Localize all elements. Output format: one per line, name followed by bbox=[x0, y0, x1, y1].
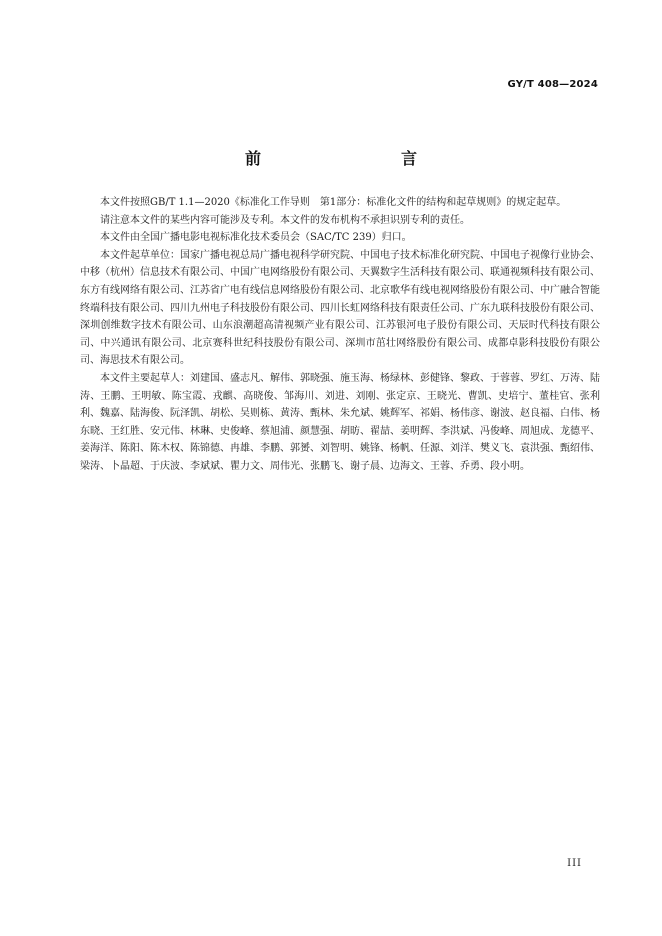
page-number: III bbox=[567, 858, 582, 869]
foreword-body bbox=[80, 194, 600, 476]
standard-code: GY/T 408—2024 bbox=[507, 79, 598, 90]
paragraph-committee: 本文件由全国广播电影电视标准化技术委员会（SAC/TC 239）归口。 bbox=[100, 232, 412, 244]
paragraph-drafting-units: 本文件起草单位：国家广播电视总局广播电视科学研究院、中国电子技术标准化研究院、中国电子视像行业协会、中移（杭州）信息技术有限公司、中国广电网络股份有限公司、天翼数字生活科技有限公司、联通视频科技有限公司、东方有线网络有限公司、江苏省广电有线信息网络股份有限公司、北京歌华有线电视网络股份有限公司、中广融合智能终端科技有限公司、四川九州电子科技股份有限公司、四川长虹网络科技有限责任公司、广东九联科技股份有限公司、深圳创维数字技术有限公司、山东浪潮超高清视频产业有限公司、江苏银河电子股份有限公司、天辰时代科技有限公司、中兴通讯有限公司、北京赛科世纪科技股份有限公司、深圳市茁壮网络股份有限公司、成都卓影科技股份有限公司、海思技术有限公司。 bbox=[80, 249, 600, 367]
page-title: 前 言 bbox=[244, 149, 453, 168]
paragraph-patent-notice: 请注意本文件的某些内容可能涉及专利。本文件的发布机构不承担识别专利的责任。 bbox=[100, 214, 470, 226]
paragraph-drafters: 本文件主要起草人：刘建国、盛志凡、解伟、郭晓强、施玉海、杨绿林、彭健锋、黎政、于蓉蓉、罗红、万涛、陆涛、王鹏、王明敏、陈宝霞、戎麒、高晓俊、邹海川、刘进、刘刚、张定京、王晓光、曹凯、史培宁、董桂官、张利利、魏嘉、陆海俊、阮泽凯、胡松、吴则栋、黄涛、甄林、朱允斌、姚辉军、祁娟、杨伟彦、谢波、赵良福、白伟、杨东晓、王红胜、安元伟、林琳、史俊峰、蔡旭浦、颜慧强、胡昉、翟喆、姜明辉、李洪斌、冯俊峰、周旭成、龙德平、姜海洋、陈阳、陈木权、陈锦德、冉雄、李鹏、郭赟、刘智明、姚锋、杨帆、任源、刘洋、樊义飞、袁洪强、甄绍伟、梁涛、卜晶超、于庆波、李斌斌、瞿力文、周伟光、张鹏飞、谢子晨、边海文、王蓉、乔勇、段小明。 bbox=[80, 372, 600, 472]
paragraph-drafting-rules: 本文件按照GB/T 1.1—2020《标准化工作导则 第1部分：标准化文件的结构和起草规则》的规定起草。 bbox=[100, 197, 567, 208]
